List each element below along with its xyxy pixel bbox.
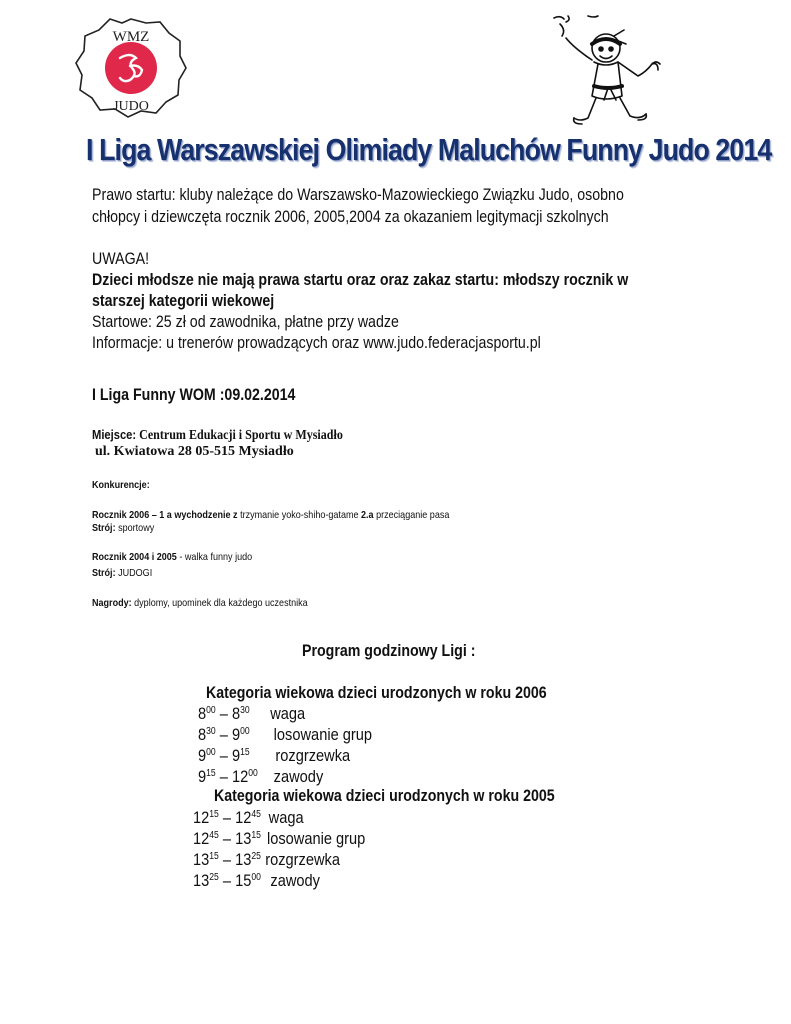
schedule-time: $8^{30} - 9^{00}$ — [198, 725, 250, 744]
logo-top-text: WMZ — [112, 29, 150, 45]
prizes-label: Nagrody: — [92, 597, 132, 609]
category-2005-title: Kategoria wiekowa dzieci urodzonych w roku 2005 — [214, 787, 555, 805]
document-title: I Liga Warszawskiej Olimiady Maluchów Funny Judo 2014 — [86, 132, 772, 167]
wmz-judo-logo — [72, 14, 190, 120]
judo-kid-illustration — [548, 14, 678, 132]
program-heading: Program godzinowy Ligi : — [302, 642, 476, 660]
place-name: Centrum Edukacji i Sportu w Mysiadło — [136, 428, 343, 443]
attire-value: JUDOGI — [115, 567, 153, 579]
competition-2006-desc2: przeciąganie pasa — [373, 509, 450, 521]
warning-label: UWAGA! — [92, 250, 150, 268]
schedule-time: $8^{00} - 8^{30}$ — [198, 704, 250, 723]
schedule-row — [193, 849, 365, 870]
competition-2006-item2: 2.a — [358, 509, 374, 521]
schedule-row — [198, 745, 372, 766]
place-label: Miejsce: — [92, 427, 137, 442]
attire-value: sportowy — [115, 522, 155, 534]
schedule-activity: rozgrzewka — [275, 746, 351, 765]
schedule-row — [193, 828, 365, 849]
place-address: ul. Kwiatowa 28 05-515 Mysiadło — [95, 444, 294, 459]
warning-line-1: Dzieci młodsze nie mają prawa startu oraz oraz zakaz startu: młodszy rocznik w — [92, 271, 629, 289]
schedule-row — [193, 870, 365, 891]
competition-2006-attire — [92, 521, 154, 535]
category-2006-title: Kategoria wiekowa dzieci urodzonych w roku 2006 — [206, 684, 547, 702]
prizes-value: dyplomy, upominek dla każdego uczestnika — [131, 597, 308, 609]
schedule-time: $12^{45} - 13^{15}$ — [193, 829, 261, 848]
warning-line-2: starszej kategorii wiekowej — [92, 292, 275, 310]
event-date: I Liga Funny WOM :09.02.2014 — [92, 386, 296, 404]
schedule-activity: rozgrzewka — [265, 850, 340, 869]
competition-2004-2005 — [92, 550, 252, 564]
schedule-activity: waga — [270, 704, 306, 723]
schedule-row — [198, 766, 372, 787]
competitions-heading: Konkurencje: — [92, 479, 150, 491]
schedule-row — [193, 807, 365, 828]
schedule-activity: zawody — [273, 767, 324, 786]
schedule-activity: losowanie grup — [273, 725, 373, 744]
schedule-row — [198, 703, 372, 724]
schedule-2006 — [198, 703, 400, 787]
schedule-time: $12^{15} - 12^{45}$ — [193, 808, 261, 827]
prizes — [92, 596, 308, 610]
schedule-time: $9^{00} - 9^{15}$ — [198, 746, 250, 765]
schedule-2005 — [193, 807, 393, 891]
schedule-time: $13^{15} - 13^{25}$ — [193, 850, 261, 869]
competition-2004-2005-attire — [92, 566, 152, 580]
attire-label: Strój: — [92, 567, 116, 579]
competition-2006 — [92, 508, 449, 522]
competition-2004-2005-desc: - walka funny judo — [176, 551, 253, 563]
schedule-activity: waga — [268, 808, 304, 827]
eligibility-line-2: chłopcy i dziewczęta rocznik 2006, 2005,2004 za okazaniem legitymacji szkolnych — [92, 208, 609, 226]
attire-label: Strój: — [92, 522, 116, 534]
logo-bottom-text: JUDO — [113, 99, 149, 114]
schedule-activity: losowanie grup — [266, 829, 366, 848]
eligibility-line-1: Prawo startu: kluby należące do Warszawsko-Mazowieckiego Związku Judo, osobno — [92, 186, 624, 204]
entry-fee: Startowe: 25 zł od zawodnika, płatne przy wadze — [92, 313, 399, 331]
schedule-time: $13^{25} - 15^{00}$ — [193, 871, 261, 890]
competition-2004-2005-year: Rocznik 2004 i 2005 — [92, 551, 177, 563]
competition-2006-year: Rocznik 2006 – 1 a wychodzenie z — [92, 509, 238, 521]
competition-2006-desc: trzymanie yoko-shiho-gatame — [237, 509, 359, 521]
information-line: Informacje: u trenerów prowadzących oraz www.judo.federacjasportu.pl — [92, 334, 541, 352]
schedule-time: $9^{15} - 12^{00}$ — [198, 767, 258, 786]
schedule-activity: zawody — [270, 871, 320, 890]
schedule-row — [198, 724, 372, 745]
